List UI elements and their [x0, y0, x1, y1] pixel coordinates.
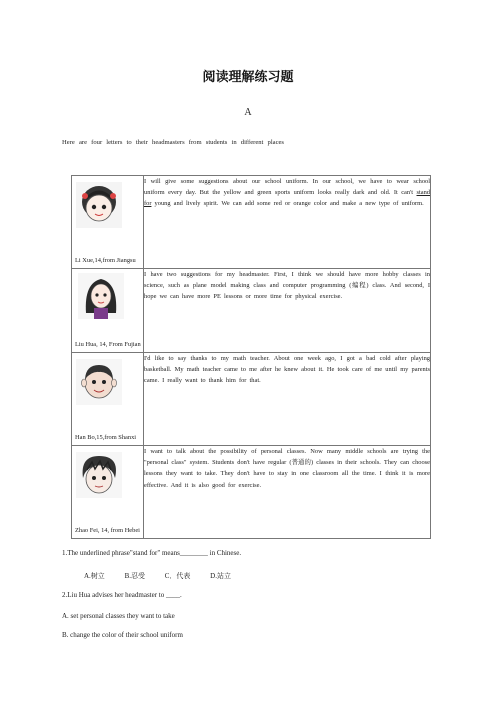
girl-avatar-icon: [78, 273, 124, 319]
letter-text: I'd like to say thanks to my math teacher. About one week ago, I got a bad cold after playing basketball. My math teacher came to me after he knew about it. He took care of me until my parents came. I really want to thank him for that.: [144, 353, 431, 446]
boy-avatar-icon: [76, 359, 122, 405]
student-cell: [72, 269, 144, 353]
letter-text: I want to talk about the possibility of personal classes. Now many middle schools are trying the "personal class" system. Students don't have regular (普通的) classes in their schools. They can choose lessons they want to take. They don't have to stay in one classroom all the time. I think it is more effective. And it is also good for exercise.: [144, 446, 431, 539]
underlined-phrase: stand for: [144, 189, 430, 208]
letter-text: I have two suggestions for my headmaster. First, I think we should have more hobby classes in science, such as plane model making class and computer programming (编程) class. And second, I hope we can have more PE lessons or more time for physical exercise.: [144, 269, 431, 353]
option-a: A.树立: [84, 572, 105, 580]
letter-row: [72, 446, 431, 539]
question-2: 2.Liu Hua advises her headmaster to ____.: [62, 591, 182, 599]
section-label: A: [244, 107, 252, 118]
option-c: C．代表: [164, 572, 191, 580]
letter-text-part: I will give some suggestions about our school uniform. In our school, we have to wear school uniform every day. But the yellow and green sports uniform looks really dark and old. It can't: [144, 178, 430, 197]
question-2-option-b: B. change the color of their school uniform: [62, 631, 183, 639]
student-name: Han Bo,15,from Shanxi: [75, 434, 137, 441]
girl-avatar-icon: [76, 182, 122, 228]
student-name: Liu Hua, 14, From Fujian: [75, 341, 141, 348]
letter-row: [72, 176, 431, 269]
question-1-options: [84, 571, 249, 581]
student-name: Li Xue,14,from Jiangsu: [75, 257, 136, 264]
student-cell: [72, 446, 144, 539]
student-name: Zhao Fei, 14, from Hebei: [75, 527, 140, 534]
boy-avatar-icon: [76, 452, 122, 498]
option-d: D.站立: [210, 572, 231, 580]
page-title: 阅读理解练习题: [202, 70, 294, 85]
student-cell: [72, 353, 144, 446]
question-1: 1.The underlined phrase"stand for" means________ in Chinese.: [62, 549, 242, 557]
student-cell: [72, 176, 144, 269]
letter-row: [72, 353, 431, 446]
letters-table: [71, 175, 431, 539]
letter-row: [72, 269, 431, 353]
letter-text: [144, 176, 431, 269]
question-2-option-a: A. set personal classes they want to take: [62, 612, 175, 620]
option-b: B.忍受: [124, 572, 145, 580]
letter-text-part: young and lively spirit. We can add some red or orange color and make a new type of uniform.: [151, 200, 424, 208]
intro-text: Here are four letters to their headmasters from students in different places: [62, 139, 285, 146]
